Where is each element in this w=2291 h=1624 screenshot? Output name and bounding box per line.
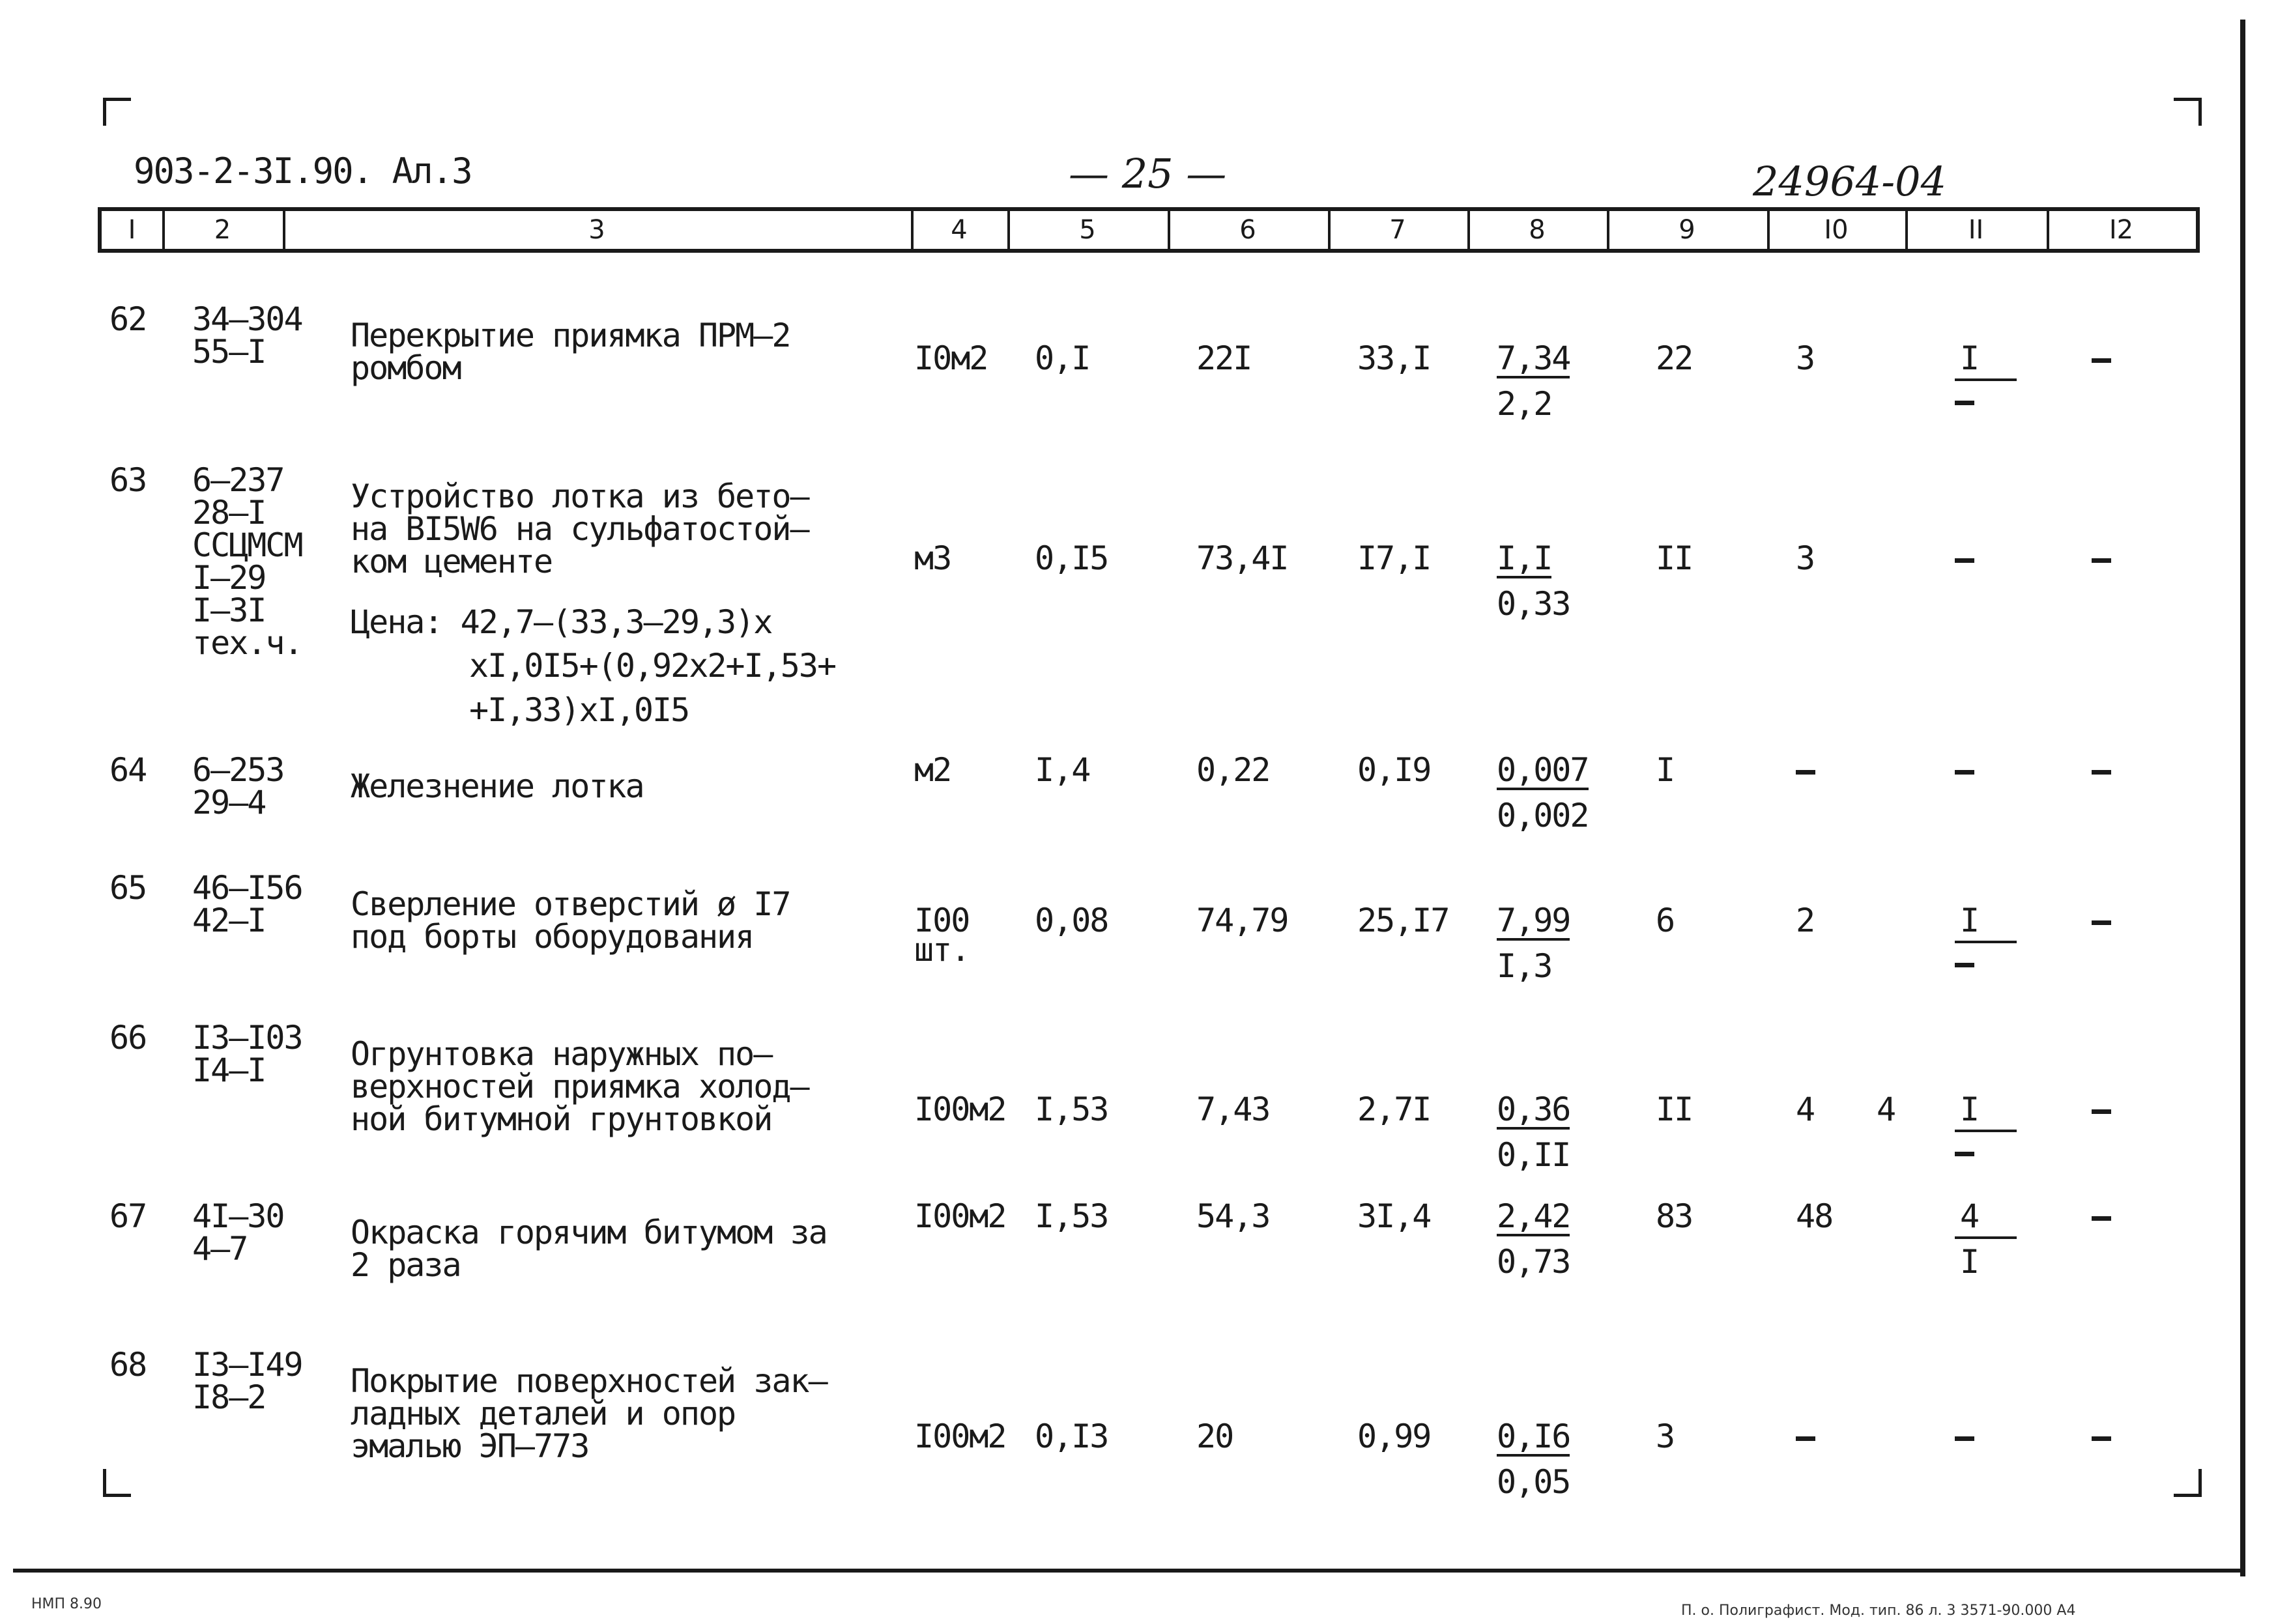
row-number: 63 [109,461,147,499]
work-description-line: Устройство лотка из бето– [351,477,809,515]
column-header-7: 7 [1389,215,1406,245]
column-9-value: 83 [1656,1197,1693,1235]
column-divider [1168,211,1170,249]
column-header-11: II [1968,215,1984,245]
unit-cost: 22I [1196,339,1252,377]
work-description-line: Сверление отверстий ø I7 [351,885,790,923]
column-divider [1467,211,1470,249]
column-header-4: 4 [951,215,968,245]
column-10-value: 2 [1796,902,1815,939]
fraction-line [1955,941,2017,943]
work-description-line: ной битумной грунтовкой [351,1100,772,1138]
labor-value-top: 7,34 [1497,339,1570,377]
column-9-value: II [1656,539,1693,577]
column-divider [1007,211,1010,249]
norm-code-line: 6–237 [192,461,284,499]
total-cost: 0,99 [1357,1417,1431,1455]
row-number: 62 [109,300,147,338]
work-description-line: Покрытие поверхностей зак– [351,1362,827,1400]
labor-value-top: 7,99 [1497,902,1570,939]
quantity: I,53 [1035,1090,1108,1128]
norm-code-line: I–3I [192,591,266,629]
work-description-line: ромбом [351,349,461,387]
column-divider [1905,211,1908,249]
norm-code-line: 34–304 [192,300,302,338]
column-header-8: 8 [1529,215,1546,245]
column-header-10: I0 [1824,215,1849,245]
labor-value-bottom: 0,002 [1497,797,1589,834]
column-divider [1328,211,1331,249]
column-11-value-bottom: I [1960,1243,1979,1281]
right-page-border [2240,20,2245,1576]
work-description-line: эмалью ЭП–773 [351,1427,589,1465]
labor-value-bottom: 0,73 [1497,1243,1570,1281]
row-number: 67 [109,1197,147,1235]
norm-code-line: I4–I [192,1051,266,1089]
unit-cost: 7,43 [1196,1090,1270,1128]
column-divider [911,211,914,249]
work-description-line: ком цементе [351,543,553,580]
column-header-9: 9 [1679,215,1695,245]
column-divider [162,211,165,249]
bottom-page-border [13,1569,2245,1573]
footer-left-note: НМП 8.90 [31,1596,102,1612]
row-number: 68 [109,1346,147,1384]
column-header-2: 2 [214,215,231,245]
norm-code-line: 28–I [192,494,266,532]
norm-code-line: тех.ч. [192,624,302,662]
column-header-12: I2 [2109,215,2134,245]
norm-code-line: 6–253 [192,751,284,789]
column-10-value: 3 [1796,339,1815,377]
norm-code-line: I8–2 [192,1378,266,1416]
column-9-value: II [1656,1090,1693,1128]
column-9-value: 6 [1656,902,1675,939]
column-10-extra-value: 4 [1877,1090,1895,1128]
column-11-dash [1955,1436,1974,1441]
corner-mark-top-left [103,98,131,126]
corner-mark-bottom-right [2174,1469,2202,1497]
column-header-6: 6 [1239,215,1256,245]
column-12-dash [2092,770,2111,775]
column-header-3: 3 [588,215,605,245]
norm-code-line: 42–I [192,902,266,939]
column-12-dash [2092,558,2111,563]
total-cost: I7,I [1357,539,1431,577]
corner-mark-bottom-left [103,1469,131,1497]
norm-code-line: ССЦМСМ [192,526,302,564]
unit-of-measure: I0м2 [914,339,988,377]
work-description-line: под борты оборудования [351,918,754,956]
labor-value-top: I,I [1497,539,1552,577]
norm-code-line: I–29 [192,559,266,597]
work-description-line: Огрунтовка наружных по– [351,1035,772,1073]
column-12-dash [2092,920,2111,925]
total-cost: 2,7I [1357,1090,1431,1128]
norm-code-line: I3–I49 [192,1346,302,1384]
unit-of-measure: I00м2 [914,1090,1006,1128]
labor-value-bottom: 0,II [1497,1136,1570,1174]
column-11-value-top: I [1960,339,1979,377]
total-cost: 33,I [1357,339,1431,377]
work-description-line: Перекрытие приямка ПРМ–2 [351,317,790,354]
footer-right-note: П. о. Полиграфист. Мод. тип. 86 л. 3 3571-90.000 А4 [1681,1603,2076,1619]
unit-cost: 74,79 [1196,902,1288,939]
labor-value-top: 2,42 [1497,1197,1570,1235]
total-cost: 25,I7 [1357,902,1449,939]
quantity: 0,08 [1035,902,1108,939]
corner-mark-top-right [2174,98,2202,126]
column-11-dash-bottom [1955,401,1974,405]
quantity: I,4 [1035,751,1090,789]
total-cost: 3I,4 [1357,1197,1431,1235]
work-description-line: Окраска горячим битумом за [351,1214,827,1251]
total-cost: 0,I9 [1357,751,1431,789]
work-description-line: на BI5W6 на сульфатостой– [351,510,809,548]
column-12-dash [2092,1216,2111,1221]
column-9-value: I [1656,751,1675,789]
norm-code-line: 46–I56 [192,869,302,907]
norm-code-line: 29–4 [192,784,266,821]
inventory-number: 24964-04 [1753,158,1947,205]
column-11-value-top: I [1960,902,1979,939]
unit-of-measure: I00м2 [914,1417,1006,1455]
column-divider [2047,211,2049,249]
column-12-dash [2092,358,2111,363]
labor-value-top: 0,I6 [1497,1417,1570,1455]
quantity: 0,I3 [1035,1417,1108,1455]
labor-value-bottom: 2,2 [1497,385,1552,423]
work-description-line: ладных деталей и опор [351,1395,736,1432]
price-calculation-line: хI,0I5+(0,92х2+I,53+ [469,647,836,685]
quantity: 0,I [1035,339,1090,377]
column-11-value-top: I [1960,1090,1979,1128]
column-11-dash [1955,770,1974,775]
doc-code: 903-2-3I.90. Ал.3 [134,150,472,192]
fraction-line [1955,378,2017,381]
labor-value-bottom: 0,33 [1497,585,1570,623]
column-divider [1607,211,1609,249]
price-calculation-line: +I,33)хI,0I5 [469,691,689,729]
column-divider [1767,211,1770,249]
norm-code-line: 4–7 [192,1230,248,1268]
column-10-value: 48 [1796,1197,1833,1235]
column-11-value-top: 4 [1960,1197,1979,1235]
quantity: I,53 [1035,1197,1108,1235]
quantity: 0,I5 [1035,539,1108,577]
column-11-dash [1955,558,1974,563]
column-10-value: 4 [1796,1090,1815,1128]
unit-cost: 0,22 [1196,751,1270,789]
unit-cost: 20 [1196,1417,1233,1455]
page-number: — 25 — [1069,150,1227,197]
column-11-dash-bottom [1955,1152,1974,1156]
labor-value-bottom: 0,05 [1497,1463,1570,1501]
fraction-line [1955,1130,2017,1132]
labor-value-top: 0,36 [1497,1090,1570,1128]
norm-code-line: I3–I03 [192,1019,302,1057]
column-9-value: 3 [1656,1417,1675,1455]
column-10-value: 3 [1796,539,1815,577]
column-10-dash [1796,770,1815,775]
column-header-row [98,207,2200,253]
labor-value-bottom: I,3 [1497,947,1552,985]
row-number: 65 [109,869,147,907]
unit-of-measure: I00 [914,902,970,939]
norm-code-line: 4I–30 [192,1197,284,1235]
price-calculation-line: Цена: 42,7–(33,3–29,3)х [351,603,772,641]
column-header-5: 5 [1079,215,1096,245]
column-12-dash [2092,1436,2111,1441]
work-description-line: верхностей приямка холод– [351,1068,809,1105]
labor-value-top: 0,007 [1497,751,1589,789]
unit-of-measure-line-2: шт. [914,931,970,969]
row-number: 66 [109,1019,147,1057]
column-10-dash [1796,1436,1815,1441]
unit-of-measure: I00м2 [914,1197,1006,1235]
column-12-dash [2092,1109,2111,1114]
row-number: 64 [109,751,147,789]
unit-of-measure: м2 [914,751,951,789]
work-description-line: 2 раза [351,1246,461,1284]
unit-of-measure: м3 [914,539,951,577]
work-description-line: Железнение лотка [351,767,644,805]
column-divider [283,211,285,249]
column-9-value: 22 [1656,339,1693,377]
fraction-line [1955,1236,2017,1239]
unit-cost: 54,3 [1196,1197,1270,1235]
column-11-dash-bottom [1955,963,1974,967]
norm-code-line: 55–I [192,333,266,371]
column-header-1: I [128,215,136,245]
unit-cost: 73,4I [1196,539,1288,577]
